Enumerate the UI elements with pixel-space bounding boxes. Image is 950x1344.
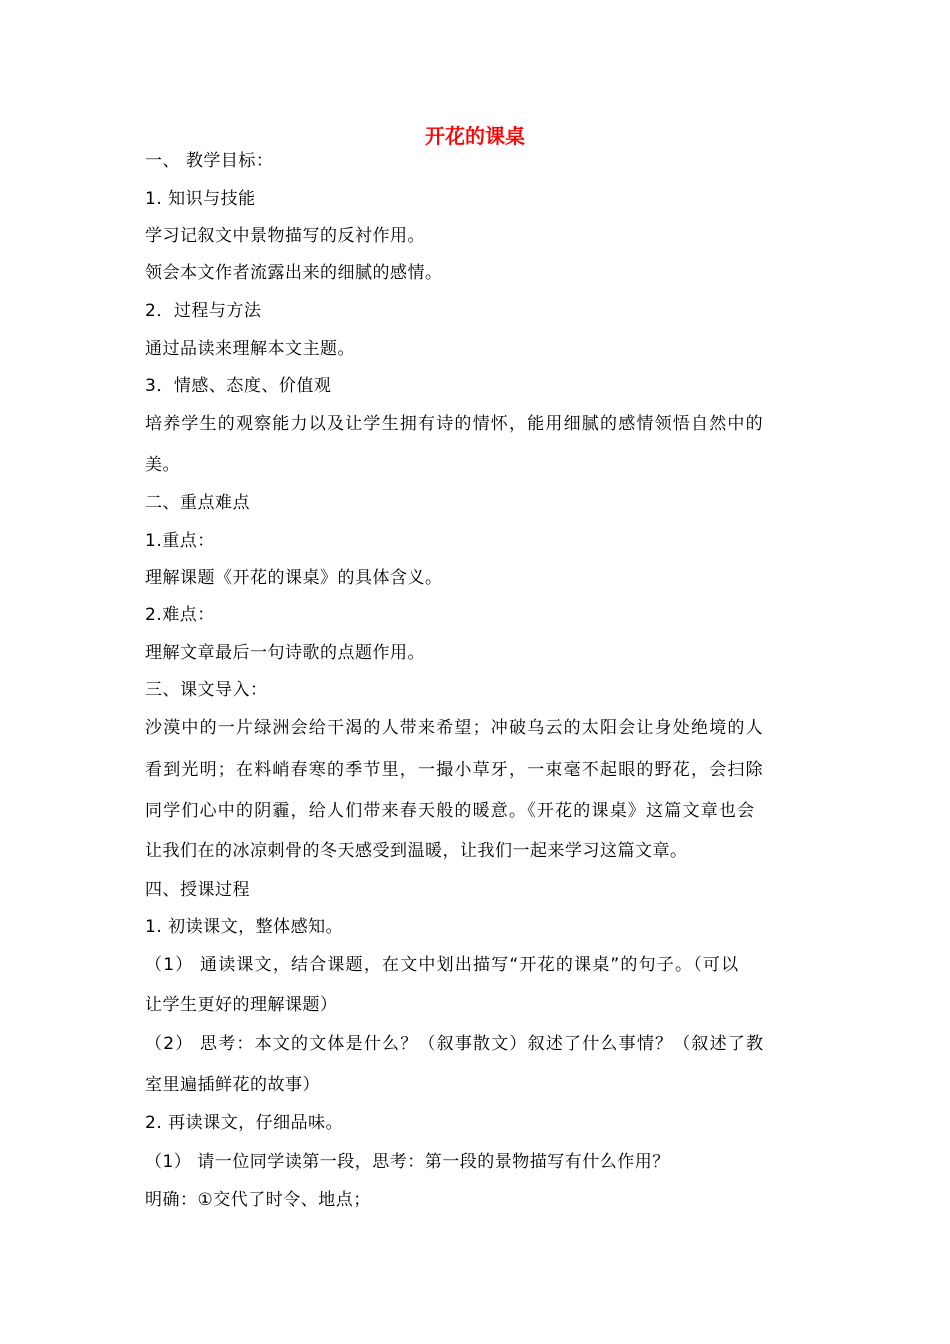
paragraph-line: 通过品读来理解本文主题。: [145, 339, 355, 359]
paragraph-line: 室里遍插鲜花的故事）: [145, 1075, 320, 1095]
paragraph-line: 学习记叙文中景物描写的反衬作用。: [145, 226, 425, 246]
heading-introduction: 三、课文导入：: [145, 680, 268, 700]
paragraph-line: 沙漠中的一片绿洲会给干渴的人带来希望；冲破乌云的太阳会让身处绝境的人: [145, 718, 764, 738]
subheading-emotion-values: 3．情感、态度、价值观: [145, 376, 332, 396]
paragraph-line: 看到光明；在料峭春寒的季节里，一撮小草牙，一束毫不起眼的野花，会扫除: [145, 760, 764, 780]
paragraph-line: 培养学生的观察能力以及让学生拥有诗的情怀，能用细腻的感情领悟自然中的: [145, 414, 764, 434]
paragraph-line: 让学生更好的理解课题）: [145, 995, 338, 1015]
document-title: 开花的课桌: [425, 124, 525, 148]
paragraph-line: 理解课题《开花的课桌》的具体含义。: [145, 568, 443, 588]
heading-teaching-process: 四、授课过程: [145, 880, 250, 900]
paragraph-line: 同学们心中的阴霾，给人们带来春天般的暖意。《开花的课桌》这篇文章也会: [145, 801, 756, 821]
subheading-key-point: 1.重点：: [145, 531, 215, 551]
paragraph-line: 美。: [145, 455, 180, 475]
paragraph-line: 理解文章最后一句诗歌的点题作用。: [145, 643, 425, 663]
heading-teaching-goals: 一、 教学目标：: [145, 151, 274, 171]
paragraph-line: （1） 通读课文，结合课题，在文中划出描写“开花的课桌”的句子。（可以: [145, 955, 740, 975]
subheading-knowledge-skills: 1. 知识与技能: [145, 189, 256, 209]
paragraph-line: （1） 请一位同学读第一段，思考：第一段的景物描写有什么作用？: [145, 1152, 670, 1172]
subheading-difficult-point: 2.难点：: [145, 605, 215, 625]
subheading-first-reading: 1. 初读课文，整体感知。: [145, 917, 344, 937]
subheading-second-reading: 2. 再读课文，仔细品味。: [145, 1113, 344, 1133]
subheading-process-method: 2．过程与方法: [145, 301, 262, 321]
paragraph-line: （2） 思考：本文的文体是什么？（叙事散文）叙述了什么事情？（叙述了教: [145, 1034, 765, 1054]
paragraph-line: 让我们在的冰凉刺骨的冬天感受到温暖，让我们一起来学习这篇文章。: [145, 841, 688, 861]
paragraph-line: 明确：①交代了时令、地点；: [145, 1190, 371, 1210]
heading-key-points: 二、重点难点: [145, 493, 250, 513]
paragraph-line: 领会本文作者流露出来的细腻的感情。: [145, 263, 443, 283]
